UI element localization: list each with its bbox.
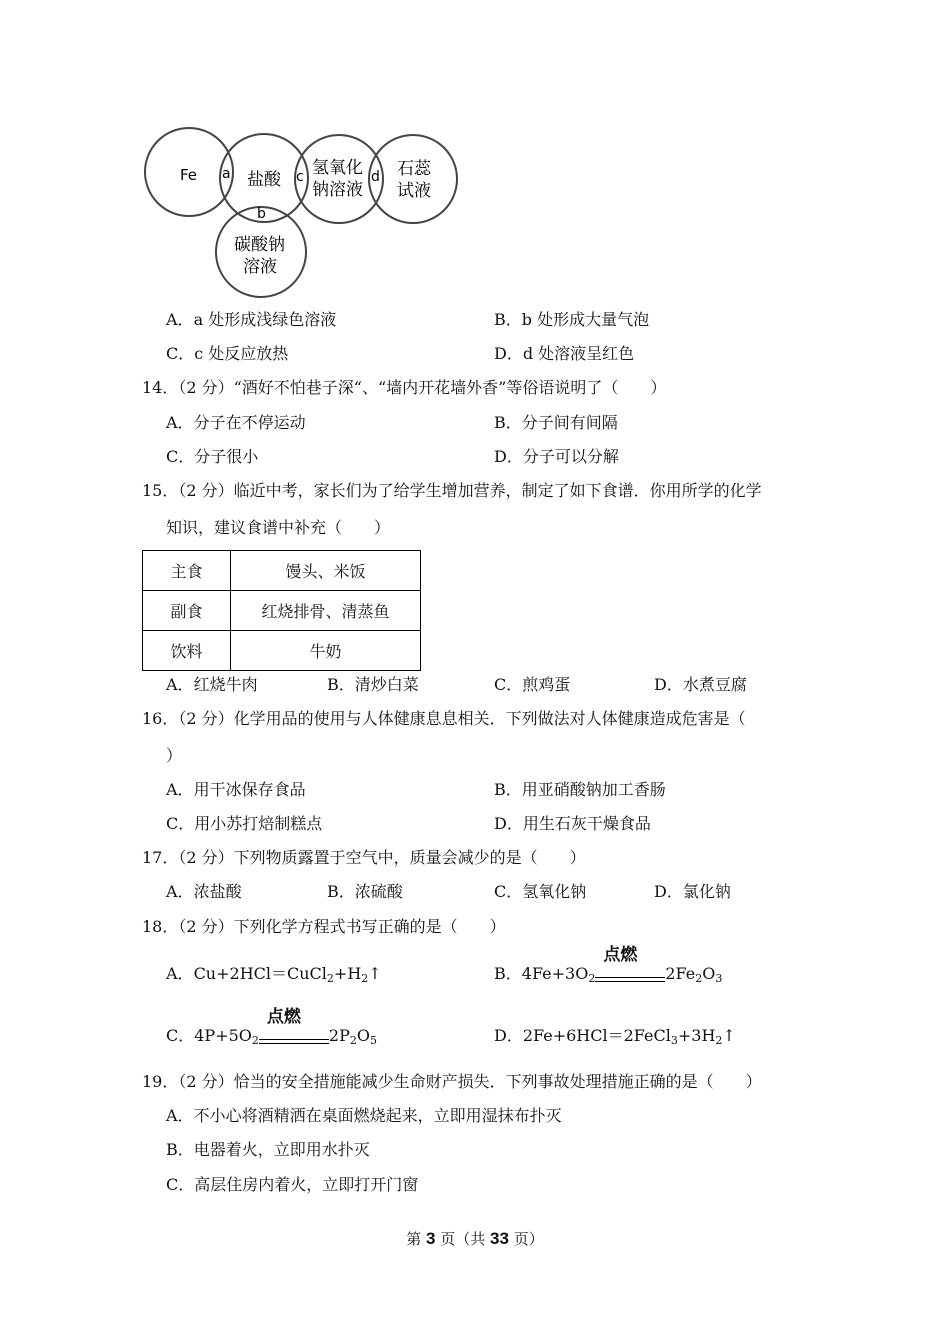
condition-label: 点燃	[266, 1007, 301, 1027]
table-row	[143, 551, 421, 591]
recipe-category: 主食	[143, 551, 231, 591]
q16-option-b: B．用亚硝酸钠加工香肠	[494, 780, 666, 799]
page-footer: 第 3 页（共 33 页）	[406, 1229, 544, 1248]
q15-option-a: A．红烧牛肉	[166, 675, 258, 694]
table-row	[143, 591, 421, 631]
total-page-number: 33	[490, 1229, 509, 1248]
q15-option-c: C．煎鸡蛋	[494, 675, 571, 694]
recipe-category: 饮料	[143, 631, 231, 671]
recipe-items: 馒头、米饭	[231, 551, 421, 591]
q18-option-a: A．$Cu+2HCl=CuCl_2+H_2↑$	[166, 964, 382, 985]
q19-option-b: B．电器着火，立即用水扑灭	[166, 1140, 370, 1159]
condition-label: 点燃	[603, 945, 638, 965]
recipe-table	[142, 550, 421, 671]
q17-option-b: B．浓硫酸	[327, 882, 403, 901]
q19-stem: 19．（2 分）恰当的安全措施能减少生命财产损失．下列事故处理措施正确的是（ ）	[142, 1072, 762, 1091]
hcl-label: 盐酸	[247, 170, 281, 190]
q18-option-d: D．$2Fe+6HCl=2FeCl_3+3H_2↑$	[494, 1026, 736, 1047]
q17-option-d: D．氯化钠	[654, 882, 731, 901]
recipe-items: 红烧排骨、清蒸鱼	[231, 591, 421, 631]
q17-option-c: C．氢氧化钠	[494, 882, 587, 901]
fe-label: Fe	[180, 166, 198, 184]
q14-option-d: D．分子可以分解	[494, 447, 619, 466]
na2co3-label-line1: 碳酸钠	[234, 235, 285, 255]
reaction-condition-arrow	[595, 945, 665, 989]
q14-option-c: C．分子很小	[166, 447, 259, 466]
q15-option-b: B．清炒白菜	[327, 675, 419, 694]
q16-stem-line2: ）	[166, 746, 183, 765]
recipe-category: 副食	[143, 591, 231, 631]
recipe-items: 牛奶	[231, 631, 421, 671]
table-row	[143, 631, 421, 671]
q17-option-a: A．浓盐酸	[166, 882, 242, 901]
intersection-c-label: c	[296, 169, 304, 185]
q18-stem: 18．（2 分）下列化学方程式书写正确的是（ ）	[142, 917, 506, 936]
q14-option-a: A．分子在不停运动	[166, 413, 306, 432]
litmus-label-line2: 试液	[397, 181, 431, 201]
q13-option-d: D．d 处溶液呈红色	[494, 344, 635, 363]
q17-stem: 17．（2 分）下列物质露置于空气中，质量会减少的是（ ）	[142, 848, 586, 867]
q18-option-b: B．$4Fe+3O_2$ 点燃 $2Fe_2O_3$	[494, 964, 722, 989]
q16-option-c: C．用小苏打焙制糕点	[166, 814, 323, 833]
q15-stem-line2: 知识，建议食谱中补充（ ）	[166, 518, 391, 537]
q16-option-a: A．用干冰保存食品	[166, 780, 306, 799]
reaction-condition-arrow	[259, 1007, 329, 1051]
q15-stem-line1: 15．（2 分）临近中考，家长们为了给学生增加营养，制定了如下食谱．你用所学的化学	[142, 481, 762, 500]
q19-option-a: A．不小心将酒精洒在桌面燃烧起来，立即用湿抹布扑灭	[166, 1106, 562, 1125]
naoh-label-line2: 钠溶液	[312, 180, 363, 200]
reaction-circle-diagram	[140, 122, 470, 302]
intersection-b-label: b	[257, 206, 266, 222]
na2co3-label-line2: 溶液	[243, 257, 277, 277]
intersection-a-label: a	[222, 166, 231, 182]
q15-option-d: D．水煮豆腐	[654, 675, 747, 694]
q13-option-b: B．b 处形成大量气泡	[494, 310, 650, 329]
q18-option-c: C．$4P+5O_2$ 点燃 $2P_2O_5$	[166, 1026, 377, 1051]
naoh-label-line1: 氢氧化	[312, 158, 363, 178]
intersection-d-label: d	[371, 169, 380, 185]
litmus-label-line1: 石蕊	[397, 159, 431, 179]
q13-option-c: C．c 处反应放热	[166, 344, 289, 363]
q19-option-c: C．高层住房内着火，立即打开门窗	[166, 1175, 419, 1194]
q14-stem: 14．（2 分）“酒好不怕巷子深“、“墙内开花墙外香”等俗语说明了（ ）	[142, 378, 667, 397]
q16-stem-line1: 16．（2 分）化学用品的使用与人体健康息息相关．下列做法对人体健康造成危害是（	[142, 709, 746, 728]
q16-option-d: D．用生石灰干燥食品	[494, 814, 651, 833]
q13-option-a: A．a 处形成浅绿色溶液	[166, 310, 337, 329]
current-page-number: 3	[426, 1229, 436, 1248]
q14-option-b: B．分子间有间隔	[494, 413, 618, 432]
